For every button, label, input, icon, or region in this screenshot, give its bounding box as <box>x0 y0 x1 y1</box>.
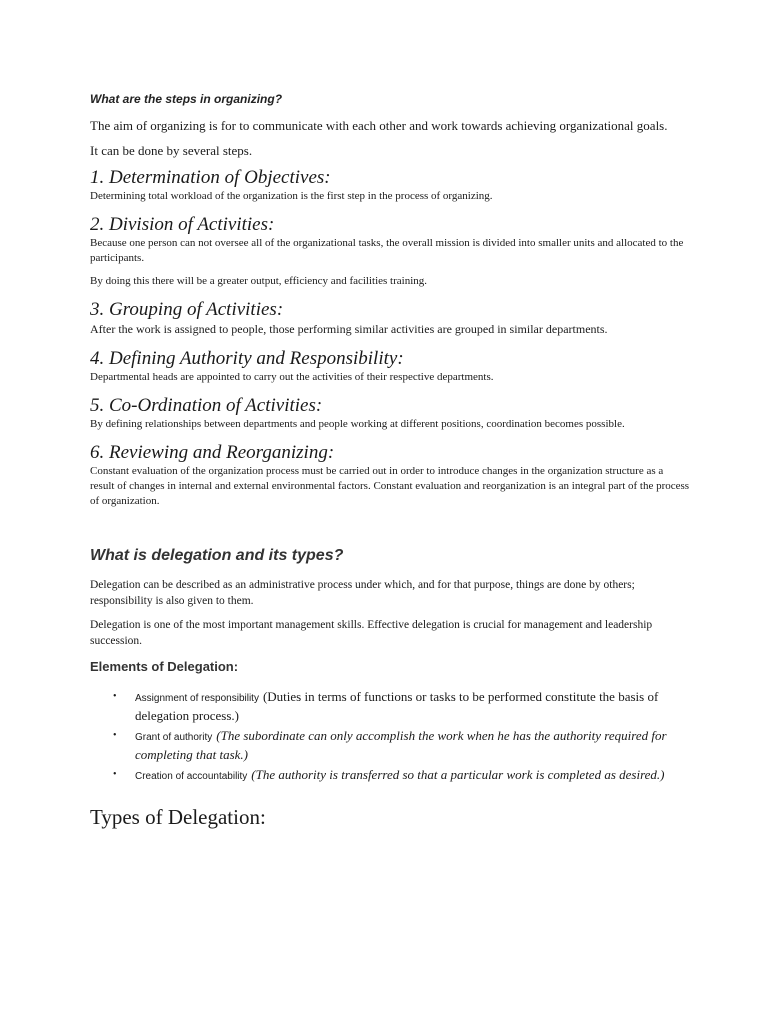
step-4-heading: 4. Defining Authority and Responsibility: <box>90 348 404 369</box>
list-item <box>113 766 690 785</box>
elements-heading: Elements of Delegation: <box>90 659 239 674</box>
step-1-heading: 1. Determination of Objectives: <box>90 167 331 188</box>
list-item <box>113 727 690 763</box>
step-6-heading: 6. Reviewing and Reorganizing: <box>90 442 335 463</box>
bullet-icon: • <box>113 730 117 741</box>
element-name: Assignment of responsibility <box>135 693 259 704</box>
step-6 <box>90 442 690 509</box>
step-1 <box>90 167 690 204</box>
types-heading: Types of Delegation: <box>90 805 266 829</box>
element-name: Creation of accountability <box>135 771 248 782</box>
bullet-icon: • <box>113 769 117 780</box>
step-3 <box>90 299 690 338</box>
step-5-heading: 5. Co-Ordination of Activities: <box>90 395 323 416</box>
step-2-heading: 2. Division of Activities: <box>90 214 275 235</box>
question-organizing-title: What are the steps in organizing? <box>90 92 283 106</box>
elements-list <box>90 688 690 785</box>
question-delegation-title: What is delegation and its types? <box>90 547 344 564</box>
intro-paragraph-1: The aim of organizing is for to communicate with each other and work towards achieving organizational goals. <box>90 118 668 133</box>
step-4-text: Departmental heads are appointed to carry out the activities of their respective departments. <box>90 371 494 383</box>
delegation-paragraph-1: Delegation can be described as an administrative process under which, and for that purpose, things are done by others; responsibility is also given to them. <box>90 579 635 607</box>
step-2-text-2: By doing this there will be a greater output, efficiency and facilities training. <box>90 275 428 287</box>
element-name: Grant of authority <box>135 732 213 743</box>
delegation-paragraph-2: Delegation is one of the most important management skills. Effective delegation is crucial for management and leadership succession. <box>90 619 653 647</box>
document-page <box>90 92 690 830</box>
element-description: (The subordinate can only accomplish the work when he has the authority required for completing that task.) <box>135 728 667 762</box>
intro-paragraph-2: It can be done by several steps. <box>90 143 253 158</box>
step-5 <box>90 395 690 432</box>
step-1-text: Determining total workload of the organization is the first step in the process of organizing. <box>90 190 493 202</box>
list-item <box>113 688 690 724</box>
step-4 <box>90 348 690 385</box>
step-5-text: By defining relationships between departments and people working at different positions, coordination becomes possible. <box>90 418 625 430</box>
step-2 <box>90 214 690 289</box>
element-description: (Duties in terms of functions or tasks to be performed constitute the basis of delegation process.) <box>135 689 659 723</box>
step-6-text: Constant evaluation of the organization process must be carried out in order to introduce changes in the organization structure as a result of changes in internal and external environmental factors. Constant evaluation and reorganization is an integral part of the process of organization. <box>90 465 690 507</box>
element-description: (The authority is transferred so that a particular work is completed as desired.) <box>251 767 665 782</box>
step-3-heading: 3. Grouping of Activities: <box>90 299 284 320</box>
step-3-text: After the work is assigned to people, those performing similar activities are grouped in similar departments. <box>90 322 608 336</box>
bullet-icon: • <box>113 691 117 702</box>
step-2-text-1: Because one person can not oversee all of the organizational tasks, the overall mission is divided into smaller units and allocated to the participants. <box>90 237 684 264</box>
